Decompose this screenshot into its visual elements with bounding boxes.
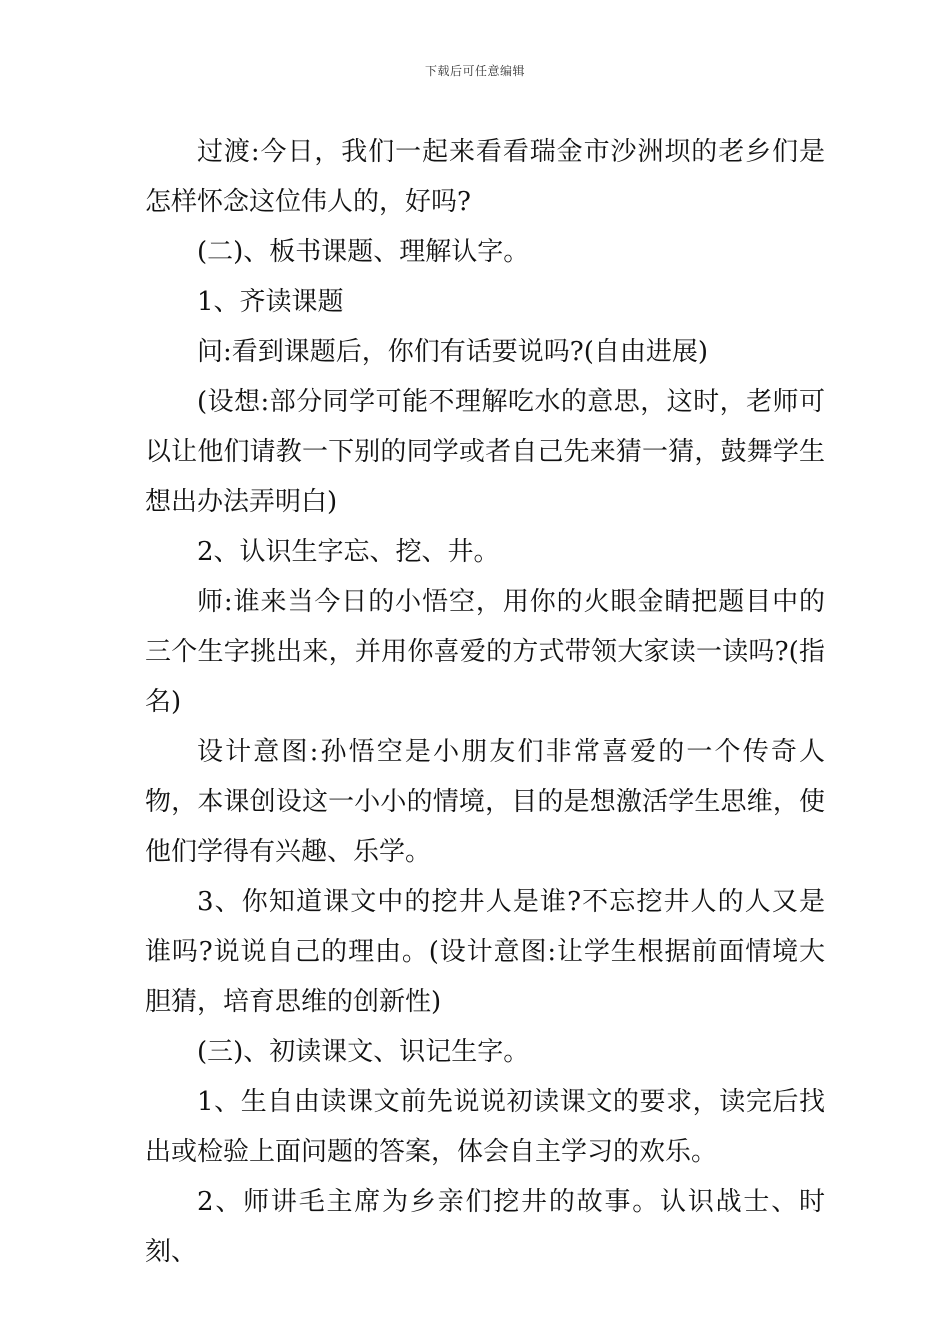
paragraph-free-reading: 1、生自由读课文前先说说初读课文的要求，读完后找出或检验上面问题的答案，体会自主学习的欢乐。 <box>145 1087 825 1167</box>
paragraph-assumption: (设想:部分同学可能不理解吃水的意思，这时，老师可以让他们请教一下别的同学或者自己先来猜一猜，鼓舞学生想出办法弄明白) <box>145 387 825 517</box>
paragraph-read-title: 1、齐读课题 <box>197 287 344 317</box>
paragraph-well-digger: 3、你知道课文中的挖井人是谁?不忘挖井人的人又是谁吗?说说自己的理由。(设计意图:让学生根据前面情境大胆猜，培育思维的创新性) <box>145 887 825 1017</box>
paragraph-section-three-heading: (三)、初读课文、识记生字。 <box>197 1037 530 1067</box>
paragraph-story: 2、师讲毛主席为乡亲们挖井的故事。认识战士、时刻、 <box>145 1187 825 1267</box>
paragraph-design-intent: 设计意图:孙悟空是小朋友们非常喜爱的一个传奇人物，本课创设这一小小的情境，目的是想激活学生思维，使他们学得有兴趣、乐学。 <box>145 737 825 867</box>
paragraph-transition: 过渡:今日，我们一起来看看瑞金市沙洲坝的老乡们是怎样怀念这位伟人的，好吗? <box>145 137 825 217</box>
paragraph-teacher-prompt: 师:谁来当今日的小悟空，用你的火眼金睛把题目中的三个生字挑出来，并用你喜爱的方式带领大家读一读吗?(指名) <box>145 587 825 717</box>
paragraph-section-two-heading: (二)、板书课题、理解认字。 <box>197 237 530 267</box>
page-header: 下载后可任意编辑 <box>424 64 525 78</box>
paragraph-new-characters: 2、认识生字忘、挖、井。 <box>197 537 500 567</box>
document-body <box>145 127 825 1277</box>
paragraph-question: 问:看到课题后，你们有话要说吗?(自由进展) <box>197 337 708 367</box>
